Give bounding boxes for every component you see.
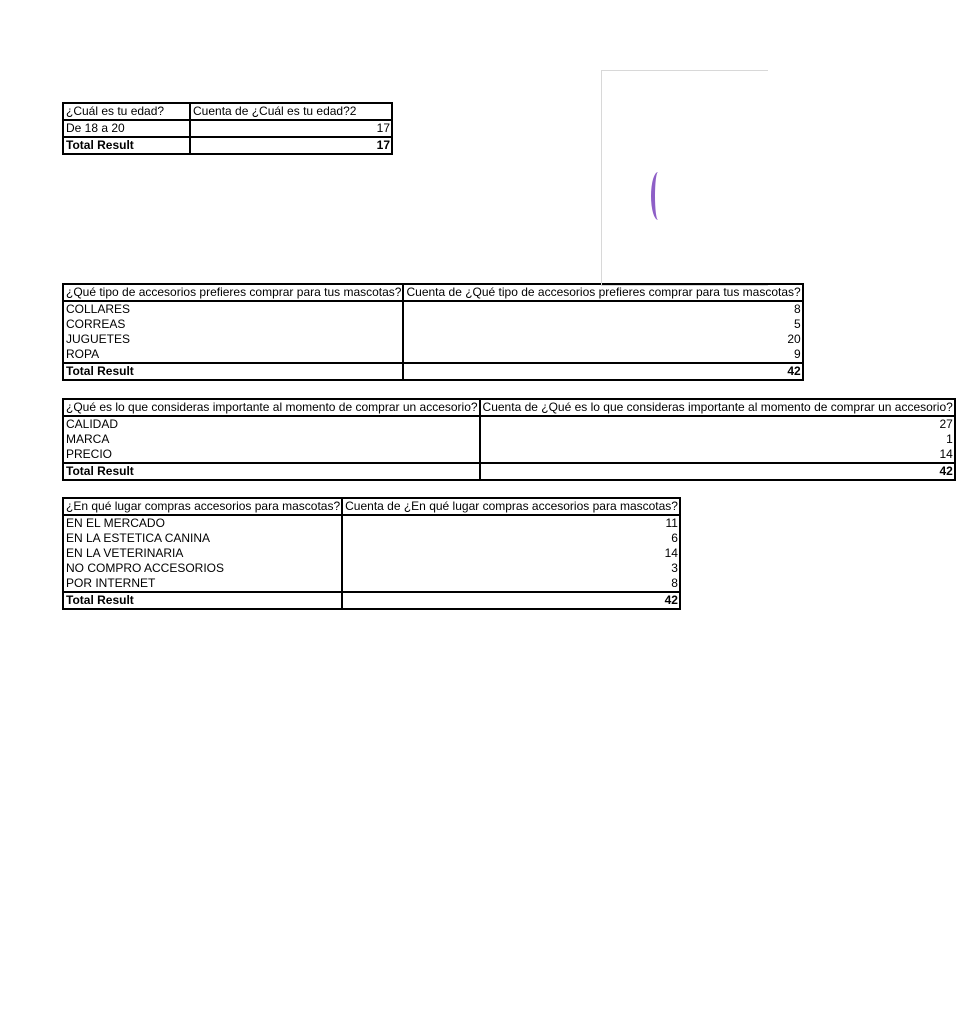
total-value: 42 [664, 593, 678, 607]
header-question: ¿Qué tipo de accesorios prefieres comprar para tus mascotas? [66, 285, 402, 299]
total-value: 42 [939, 464, 953, 478]
row-label: CORREAS [66, 317, 126, 331]
pivot-table-purchase-place [62, 497, 681, 610]
row-value: 5 [794, 317, 801, 331]
row-value: 8 [794, 302, 801, 316]
chart-frame[interactable] [601, 70, 768, 286]
row-label: NO COMPRO ACCESORIOS [66, 561, 225, 575]
row-value: 11 [665, 516, 678, 530]
row-value: 6 [671, 531, 678, 545]
row-label: ROPA [66, 347, 100, 361]
row-label: EN LA VETERINARIA [66, 546, 184, 560]
row-label: De 18 a 20 [66, 121, 125, 135]
header-question: ¿En qué lugar compras accesorios para mascotas? [66, 499, 341, 513]
row-label: EN LA ESTETICA CANINA [66, 531, 211, 545]
row-label: COLLARES [66, 302, 131, 316]
pivot-table-accessory-type [62, 283, 804, 381]
total-label: Total Result [66, 593, 134, 607]
row-value: 17 [376, 121, 390, 135]
header-count: Cuenta de ¿Qué es lo que consideras importante al momento de comprar un accesorio? [482, 400, 953, 414]
header-count: Cuenta de ¿Cuál es tu edad?2 [193, 104, 357, 118]
total-value: 42 [787, 364, 801, 378]
row-label: EN EL MERCADO [66, 516, 165, 530]
total-label: Total Result [66, 138, 134, 152]
row-value: 1 [946, 432, 953, 446]
row-value: 14 [939, 447, 953, 461]
row-value: 8 [671, 576, 678, 590]
header-count: Cuenta de ¿En qué lugar compras accesorios para mascotas? [345, 499, 678, 513]
header-count: Cuenta de ¿Qué tipo de accesorios prefieres comprar para tus mascotas? [406, 285, 801, 299]
row-value: 27 [939, 417, 953, 431]
row-label: MARCA [66, 432, 110, 446]
pivot-table-age [62, 102, 393, 155]
row-value: 9 [794, 347, 801, 361]
row-label: CALIDAD [66, 417, 119, 431]
header-question: ¿Cuál es tu edad? [66, 104, 165, 118]
pivot-table-importance [62, 398, 956, 481]
pie-chart-arc-fragment [651, 172, 665, 220]
row-label: POR INTERNET [66, 576, 156, 590]
header-question: ¿Qué es lo que consideras importante al momento de comprar un accesorio? [66, 400, 478, 414]
row-value: 20 [787, 332, 801, 346]
total-label: Total Result [66, 364, 134, 378]
row-label: JUGUETES [66, 332, 131, 346]
row-label: PRECIO [66, 447, 113, 461]
row-value: 14 [664, 546, 678, 560]
row-value: 3 [671, 561, 678, 575]
total-label: Total Result [66, 464, 134, 478]
total-value: 17 [376, 138, 390, 152]
